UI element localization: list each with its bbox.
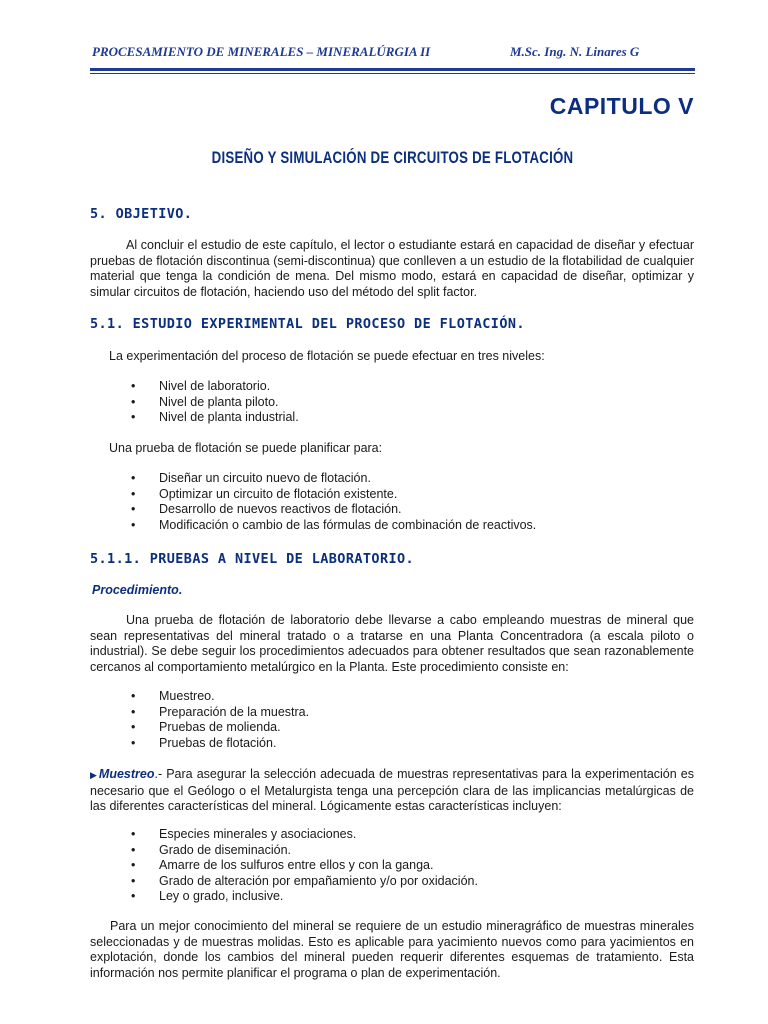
- section-5-heading: 5. OBJETIVO.: [90, 206, 193, 222]
- bullet-icon: •: [131, 889, 136, 904]
- purposes-list: [131, 471, 536, 533]
- closing-paragraph: Para un mejor conocimiento del mineral se requiere de un estudio mineragráfico de muestras minerales seleccionadas y de muestras molidas. Esto es aplicable para yacimiento nuevos como para yacimientos en explotación, donde los cambios del mineral pueden requerir diferentes esquemas de tratamiento. Esta información nos permite planificar el programa o plan de experimentación.: [90, 919, 694, 980]
- bullet-icon: •: [131, 471, 136, 485]
- bullet-icon: •: [131, 704, 136, 719]
- characteristics-list: [131, 827, 478, 905]
- bullet-icon: •: [131, 842, 136, 857]
- list-item: • Modificación o cambio de las fórmulas de combinación de reactivos.: [131, 517, 537, 532]
- bullet-icon: •: [131, 502, 136, 517]
- bullet-icon: •: [131, 873, 136, 888]
- bullet-icon: •: [131, 379, 136, 393]
- bullet-icon: •: [131, 517, 136, 532]
- running-header: [92, 44, 696, 60]
- muestreo-text: .- Para asegurar la selección adecuada de muestras representativas para la experimentación es necesario que el Geólogo o el Metalurgista tenga una percepción clara de las implicancias metalúrgicas de las diferentes características del mineral. Lógicamente estas características incluyen:: [90, 767, 694, 814]
- author-name: M.Sc. Ing. N. Linares G: [510, 44, 640, 59]
- list-item: • Nivel de laboratorio.: [131, 379, 271, 393]
- list-item: • Ley o grado, inclusive.: [131, 889, 284, 904]
- list-item: • Pruebas de flotación.: [131, 735, 277, 750]
- bullet-icon: •: [131, 689, 136, 703]
- list-item: • Optimizar un circuito de flotación existente.: [131, 486, 398, 501]
- list-item: • Desarrollo de nuevos reactivos de flotación.: [131, 502, 402, 517]
- bullet-icon: •: [131, 827, 136, 841]
- levels-intro: La experimentación del proceso de flotación se puede efectuar en tres niveles:: [109, 349, 545, 363]
- list-item: • Grado de alteración por empañamiento y/o por oxidación.: [131, 873, 478, 888]
- bullet-icon: •: [131, 394, 136, 409]
- list-item: • Muestreo.: [131, 689, 215, 703]
- chapter-number: CAPITULO V: [549, 93, 694, 119]
- list-item: • Amarre de los sulfuros entre ellos y con la ganga.: [131, 858, 434, 873]
- objective-paragraph: Al concluir el estudio de este capítulo, el lector o estudiante estará en capacidad de diseñar y efectuar pruebas de flotación discontinua (semi-discontinua) que conlleven a un estudio de la flotabilidad de cualquier material que tenga la condición de mena. Del mismo modo, estará en capacidad de diseñar, optimizar y simular circuitos de flotación, haciendo uso del método del split factor.: [90, 238, 694, 299]
- muestreo-label: Muestreo: [98, 767, 155, 781]
- list-item: • Nivel de planta industrial.: [131, 410, 299, 425]
- bullet-icon: •: [131, 410, 136, 425]
- list-item: • Especies minerales y asociaciones.: [131, 827, 357, 841]
- header-rule-thick: [90, 68, 695, 71]
- procedure-paragraph: Una prueba de flotación de laboratorio debe llevarse a cabo empleando muestras de mineral que sean representativas del mineral tratado o a tratarse en una Planta Concentradora (a escala piloto o industrial). Se debe seguir los procedimientos adecuados para obtener resultados que sean razonablemente cercanos al comportamiento metalúrgico en la Planta. Este procedimiento consiste en:: [90, 613, 694, 674]
- course-title: PROCESAMIENTO DE MINERALES – MINERALÚRGIA II: [92, 44, 431, 59]
- list-item: • Nivel de planta piloto.: [131, 394, 279, 409]
- bullet-icon: •: [131, 720, 136, 735]
- bullet-icon: •: [131, 858, 136, 873]
- list-item: • Pruebas de molienda.: [131, 720, 281, 735]
- purposes-intro: Una prueba de flotación se puede planificar para:: [109, 441, 383, 455]
- chapter-title: DISEÑO Y SIMULACIÓN DE CIRCUITOS DE FLOTACIÓN: [211, 148, 574, 167]
- header-rule-thin: [90, 73, 695, 74]
- section-5-1-1-heading: 5.1.1. PRUEBAS A NIVEL DE LABORATORIO.: [90, 551, 415, 567]
- muestreo-paragraph: [90, 767, 694, 815]
- list-item: • Preparación de la muestra.: [131, 704, 310, 719]
- bullet-icon: •: [131, 486, 136, 501]
- procedure-subheading: Procedimiento.: [92, 583, 183, 597]
- list-item: • Grado de diseminación.: [131, 842, 292, 857]
- procedure-steps-list: [131, 689, 309, 751]
- list-item: • Diseñar un circuito nuevo de flotación.: [131, 471, 371, 485]
- bullet-icon: •: [131, 735, 136, 750]
- levels-list: [131, 379, 299, 426]
- arrow-bullet-icon: ▶: [90, 770, 97, 780]
- section-5-1-heading: 5.1. ESTUDIO EXPERIMENTAL DEL PROCESO DE FLOTACIÓN.: [90, 316, 525, 332]
